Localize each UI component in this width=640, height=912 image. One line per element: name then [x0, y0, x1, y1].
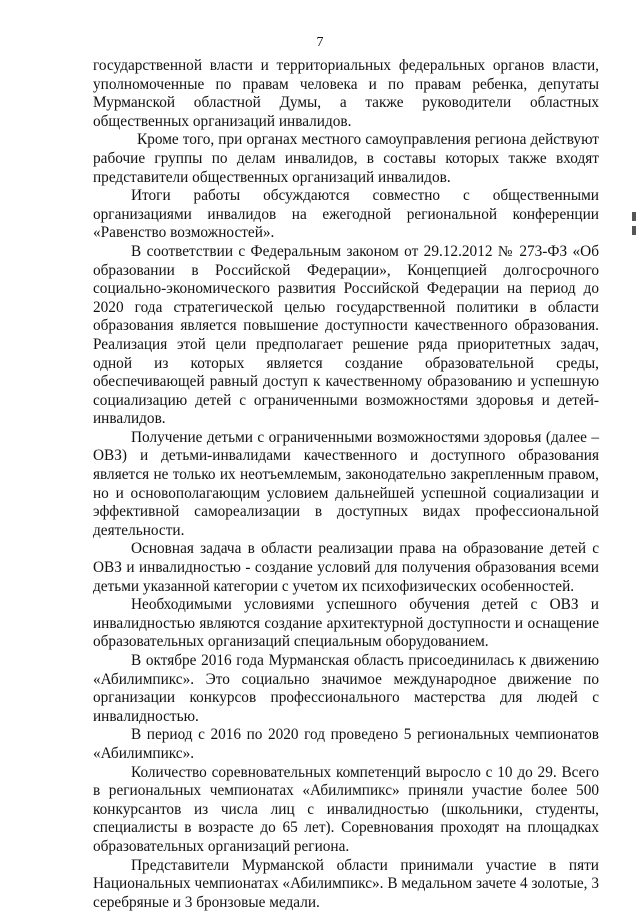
paragraph-6: Основная задача в области реализации права на образование детей с ОВЗ и инвалидностью - создание условий для получения образования всеми детьми указанной категории с учетом их психофизических особенностей.	[93, 540, 599, 595]
page-number: 7	[316, 35, 324, 50]
paragraph-1: государственной власти и территориальных федеральных органов власти, уполномоченные по правам человека и по правам ребенка, депутаты Мурманской областной Думы, а также руководители областных общественных организаций инвалидов.	[93, 57, 599, 130]
paragraph-9: В период с 2016 по 2020 год проведено 5 региональных чемпионатов «Абилимпикс».	[93, 726, 599, 762]
paragraph-5: Получение детьми с ограниченными возможностями здоровья (далее – ОВЗ) и детьми-инвалидами качественного и доступного образования является не только их неотъемлемым, законодательно закрепленным правом, но и основополагающим условием дальнейшей успешной социализации и эффективной самореализации в доступных видах профессиональной деятельности.	[93, 428, 599, 539]
document-body	[93, 57, 599, 912]
paragraph-3: Итоги работы обсуждаются совместно с общественными организациями инвалидов на ежегодной региональной конференции «Равенство возможностей».	[93, 187, 599, 242]
paragraph-10: Количество соревновательных компетенций выросло с 10 до 29. Всего в региональных чемпионатах «Абилимпикс» приняли участие более 500 конкурсантов из числа лиц с инвалидностью (школьники, студенты, специалисты в возрасте до 65 лет). Соревнования проходят на площадках образовательных организаций региона.	[93, 763, 599, 855]
paragraph-4: В соответствии с Федеральным законом от 29.12.2012 № 273-ФЗ «Об образовании в Российской Федерации», Концепцией долгосрочного социально-экономического развития Российской Федерации на период до 2020 года стратегической целью государственной политики в области образования является повышение доступности качественного образования. Реализация этой цели предполагает решение ряда приоритетных задач, одной из которых является создание образовательной среды, обеспечивающей равный доступ к качественному образованию и успешную социализацию детей с ограниченными возможностями здоровья и детей-инвалидов.	[93, 242, 599, 428]
paragraph-8: В октябре 2016 года Мурманская область присоединилась к движению «Абилимпикс». Это социально значимое международное движение по организации конкурсов профессионального мастерства для людей с инвалидностью.	[93, 652, 599, 725]
paragraph-2: Кроме того, при органах местного самоуправления региона действуют рабочие группы по делам инвалидов, в составы которых также входят представители общественных организаций инвалидов.	[93, 131, 599, 186]
paragraph-7: Необходимыми условиями успешного обучения детей с ОВЗ и инвалидностью являются создание архитектурной доступности и оснащение образовательных организаций специальным оборудованием.	[93, 596, 599, 651]
scan-margin-mark	[632, 226, 636, 235]
paragraph-11: Представители Мурманской области принимали участие в пяти Национальных чемпионатах «Абилимпикс». В медальном зачете 4 золотые, 3 серебряные и 3 бронзовые медали.	[93, 856, 599, 911]
scan-margin-mark	[632, 212, 636, 221]
